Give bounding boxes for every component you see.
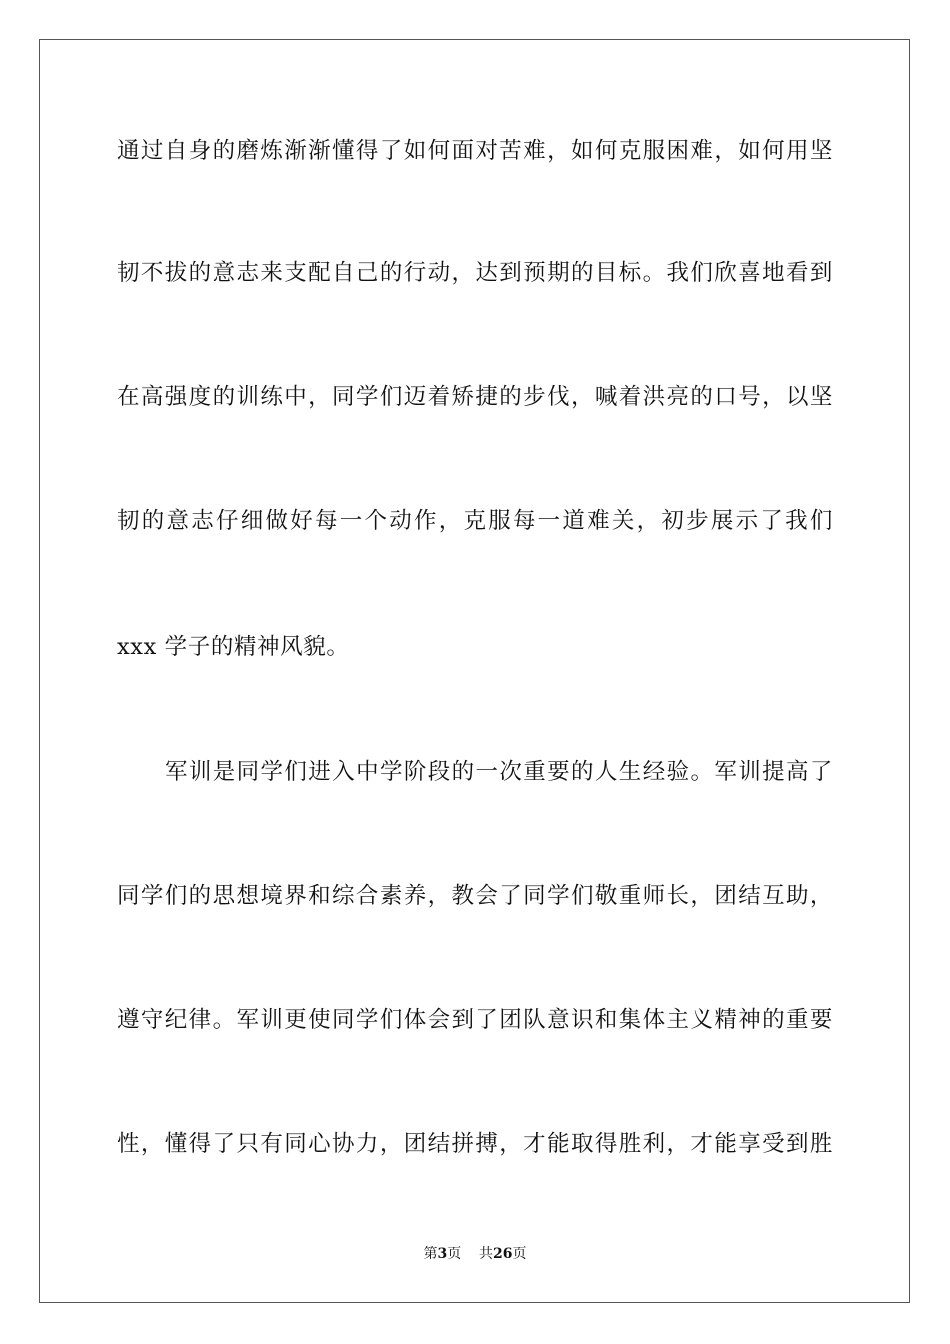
body-line-4: 韧的意志仔细做好每一个动作，克服每一道难关，初步展示了我们 bbox=[117, 508, 833, 534]
body-line-5: xxx 学子的精神风貌。 bbox=[117, 634, 350, 660]
footer-total-pages: 26 bbox=[493, 1246, 513, 1262]
paragraph-2-line-4: 性，懂得了只有同心协力，团结拼搏，才能取得胜利，才能享受到胜 bbox=[117, 1131, 833, 1157]
body-line-2: 韧不拔的意志来支配自己的行动，达到预期的目标。我们欣喜地看到 bbox=[117, 260, 833, 286]
page-border bbox=[39, 39, 910, 1303]
footer-page-prefix: 第 bbox=[423, 1246, 438, 1262]
paragraph-2-line-1: 军训是同学们进入中学阶段的一次重要的人生经验。军训提高了 bbox=[165, 759, 833, 785]
body-line-1: 通过自身的磨炼渐渐懂得了如何面对苦难，如何克服困难，如何用坚 bbox=[117, 138, 833, 164]
body-line-3: 在高强度的训练中，同学们迈着矫捷的步伐，喊着洪亮的口号，以坚 bbox=[117, 384, 833, 410]
footer-total-suffix: 页 bbox=[512, 1246, 527, 1262]
footer-page-suffix: 页 bbox=[447, 1246, 462, 1262]
footer-total-prefix: 共 bbox=[479, 1246, 494, 1262]
paragraph-2-line-2: 同学们的思想境界和综合素养，教会了同学们敬重师长，团结互助， bbox=[117, 883, 833, 909]
paragraph-2-line-3: 遵守纪律。军训更使同学们体会到了团队意识和集体主义精神的重要 bbox=[117, 1007, 833, 1033]
page-footer bbox=[0, 1245, 950, 1263]
footer-page-number: 3 bbox=[437, 1246, 448, 1262]
